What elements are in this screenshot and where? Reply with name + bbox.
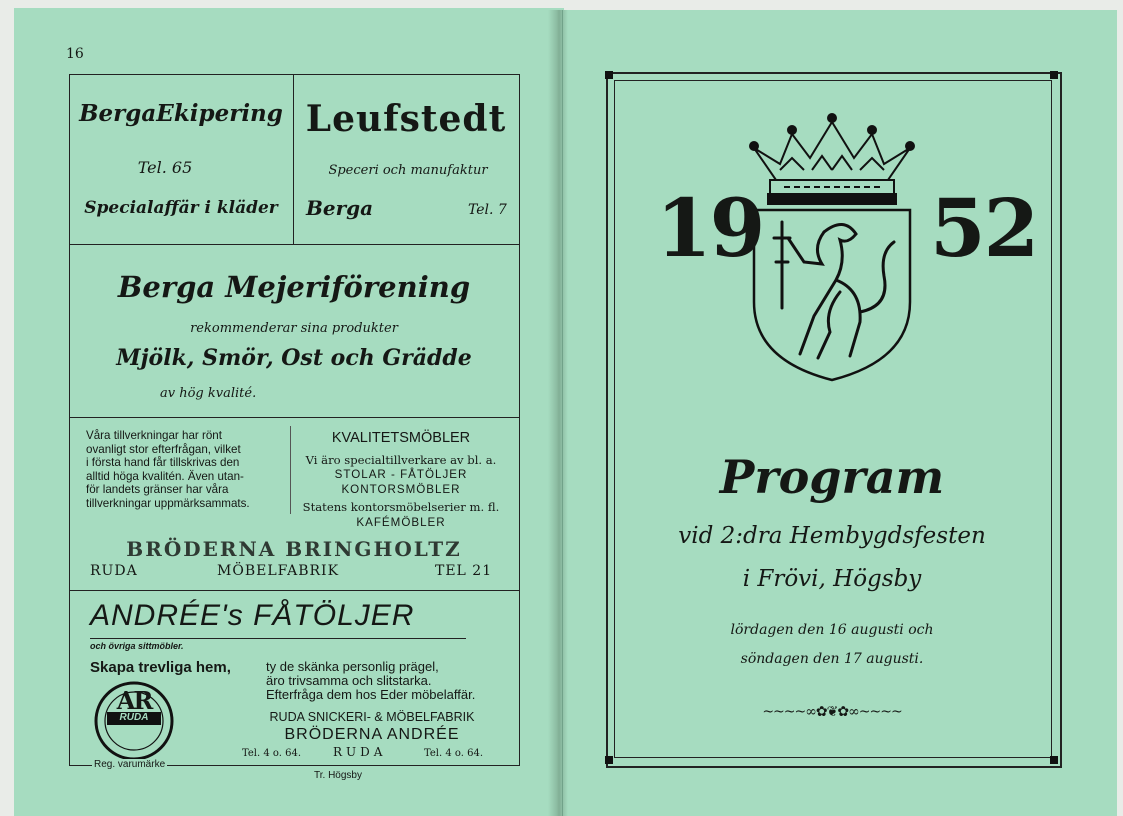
program-subtitle: vid 2:dra Hembygdsfesten <box>678 523 986 549</box>
ad-heading: KVALITETSMÖBLER <box>331 430 471 446</box>
logo-monogram: AR <box>116 686 152 715</box>
ornament-divider: ~~~~∞✿❦✿∞~~~~ <box>762 704 902 720</box>
ad-company: BRÖDERNA BRINGHOLTZ <box>126 537 462 561</box>
divider <box>293 74 294 245</box>
ad-tagline: Speceri och manufaktur <box>328 163 488 178</box>
frame-corner <box>605 756 613 764</box>
printer-credit: Tr. Högsby <box>314 770 362 781</box>
logo-banner: RUDA <box>119 712 149 723</box>
ad-line: Statens kontorsmöbelserier m. fl. <box>302 500 500 514</box>
program-location: i Frövi, Högsby <box>742 566 922 592</box>
ad-tel: Tel. 4 o. 64. <box>242 748 302 759</box>
year-right: 52 <box>930 181 1038 275</box>
frame-corner <box>1050 756 1058 764</box>
ad-slogan: Skapa trevliga hem, <box>90 659 231 676</box>
program-date: lördagen den 16 augusti och <box>730 622 934 638</box>
frame-corner <box>605 71 613 79</box>
ad-body-text: Våra tillverkningar har rönt ovanligt stor efterfrågan, vilket i första hand får tillskrivas den alltid höga kvalitén. Även utan- för landets gränser har våra tillverkningar uppmärksammats. <box>86 429 250 510</box>
page-number: 16 <box>66 46 84 62</box>
ad-title: BergaEkipering <box>79 100 283 127</box>
divider <box>69 590 519 591</box>
ad-place: Berga <box>306 196 374 220</box>
ad-subtitle: och övriga sittmöbler. <box>90 641 184 651</box>
ad-line: rekommenderar sina produkter <box>190 321 398 336</box>
book-spine <box>548 10 568 816</box>
ad-place: RUDA <box>333 745 387 759</box>
ad-line: KAFÉMÖBLER <box>356 516 446 529</box>
ad-line: Vi äro specialtillverkare av bl. a. <box>305 453 497 467</box>
coat-of-arms <box>744 112 920 384</box>
ad-title: ANDRÉE's FÅTÖLJER <box>90 599 415 632</box>
ad-products: Mjölk, Smör, Ost och Grädde <box>116 345 472 371</box>
ad-line: STOLAR - FÅTÖLJER <box>334 468 468 481</box>
ad-tel: Tel. 7 <box>468 202 507 218</box>
ad-tel: Tel. 65 <box>137 158 193 177</box>
coat-of-arms-icon <box>744 112 920 384</box>
ad-body-text: ty de skänka personlig prägel, äro trivsamma och slitstarka. Efterfråga dem hos Eder möbelaffär. <box>266 659 476 702</box>
underline <box>90 638 466 639</box>
divider <box>69 244 519 245</box>
ad-tagline: Specialaffär i kläder <box>84 198 278 218</box>
ad-company: RUDA SNICKERI- & MÖBELFABRIK <box>269 710 475 724</box>
ad-title: Berga Mejeriförening <box>117 270 471 304</box>
divider <box>69 417 519 418</box>
ad-footer-right: TEL 21 <box>435 563 493 579</box>
ad-footer-center: MÖBELFABRIK <box>217 563 340 579</box>
ad-line: av hög kvalité. <box>160 386 257 401</box>
ad-company: BRÖDERNA ANDRÉE <box>284 726 460 743</box>
ad-title: Leufstedt <box>305 98 507 140</box>
program-title: Program <box>719 450 945 504</box>
program-date: söndagen den 17 augusti. <box>740 651 924 667</box>
registered-trademark: Reg. varumärke <box>94 759 166 770</box>
divider <box>290 426 291 514</box>
frame-corner <box>1050 71 1058 79</box>
ad-tel: Tel. 4 o. 64. <box>424 748 484 759</box>
ad-line: KONTORSMÖBLER <box>341 483 461 496</box>
year-left: 19 <box>656 181 764 275</box>
ad-footer-left: RUDA <box>90 563 138 579</box>
